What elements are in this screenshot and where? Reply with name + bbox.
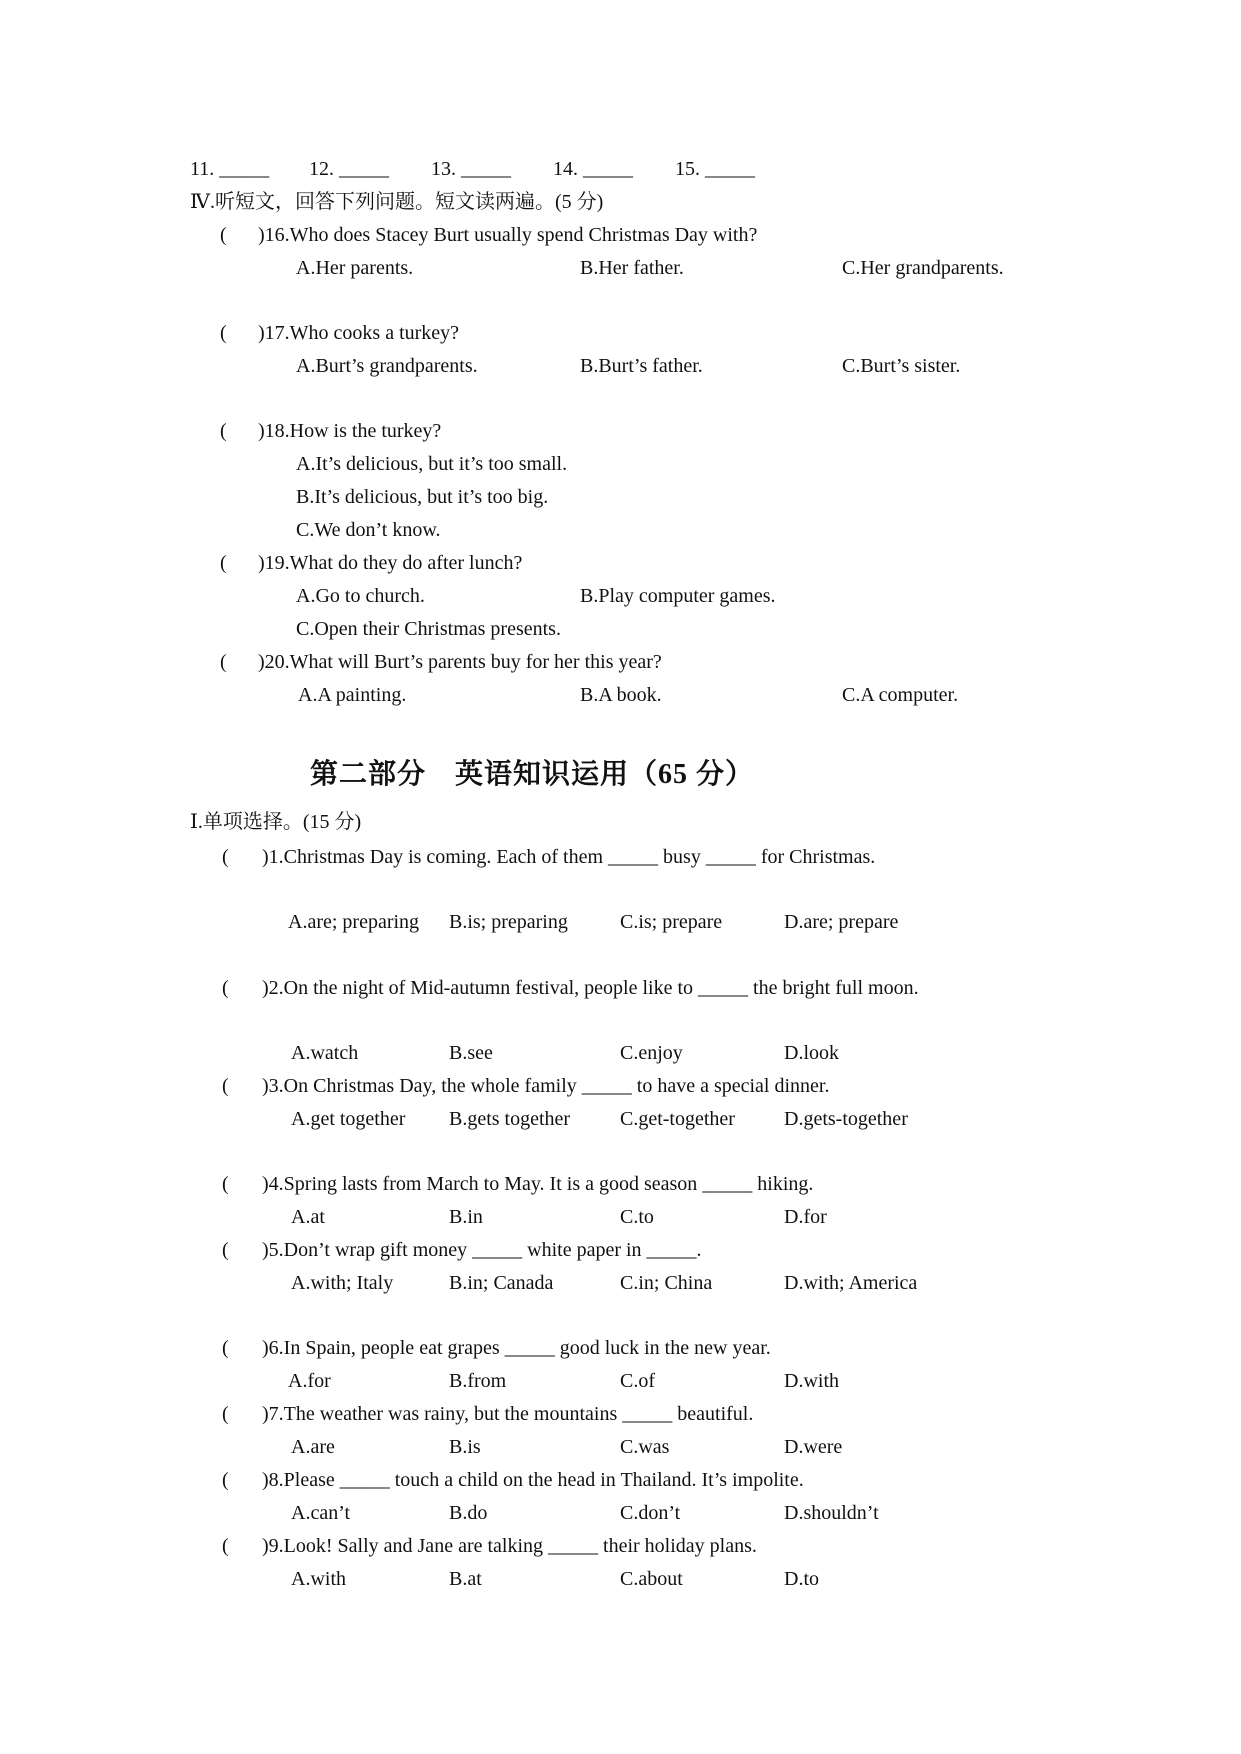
answer-paren-5: ( <box>222 1239 229 1261</box>
q17-option-a: A.Burt’s grandparents. <box>296 355 478 377</box>
question-17-stem: )17.Who cooks a turkey? <box>258 322 460 344</box>
q19-option-c: C.Open their Christmas presents. <box>296 618 561 640</box>
answer-paren-9: ( <box>222 1535 229 1557</box>
answer-paren-4: ( <box>222 1173 229 1195</box>
q8-option-a: A.can’t <box>291 1502 351 1524</box>
q6-option-d: D.with <box>784 1370 839 1392</box>
answer-paren-7: ( <box>222 1403 229 1425</box>
q5-option-b: B.in; Canada <box>449 1272 554 1294</box>
q9-option-a: A.with <box>291 1568 346 1590</box>
q8-option-d: D.shouldn’t <box>784 1502 879 1524</box>
q8-option-c: C.don’t <box>620 1502 681 1524</box>
q9-option-b: B.at <box>449 1568 482 1590</box>
question-5-stem: )5.Don’t wrap gift money _____ white paper in _____. <box>262 1239 702 1261</box>
answer-paren-8: ( <box>222 1469 229 1491</box>
q4-option-a: A.at <box>291 1206 325 1228</box>
question-7-stem: )7.The weather was rainy, but the mountains _____ beautiful. <box>262 1403 754 1425</box>
q16-option-c: C.Her grandparents. <box>842 257 1004 279</box>
q16-option-b: B.Her father. <box>580 257 684 279</box>
q3-option-b: B.gets together <box>449 1108 571 1130</box>
q20-option-b: B.A book. <box>580 684 662 706</box>
question-9-stem: )9.Look! Sally and Jane are talking _____ their holiday plans. <box>262 1535 757 1557</box>
q17-option-c: C.Burt’s sister. <box>842 355 961 377</box>
q20-option-c: C.A computer. <box>842 684 959 706</box>
q16-option-a: A.Her parents. <box>296 257 414 279</box>
q6-option-b: B.from <box>449 1370 507 1392</box>
q6-option-a: A.for <box>288 1370 331 1392</box>
q19-option-b: B.Play computer games. <box>580 585 776 607</box>
q9-option-c: C.about <box>620 1568 683 1590</box>
q18-option-a: A.It’s delicious, but it’s too small. <box>296 453 568 475</box>
q1-option-c: C.is; prepare <box>620 911 723 933</box>
q5-option-c: C.in; China <box>620 1272 713 1294</box>
answer-paren-18: ( <box>220 420 227 442</box>
question-8-stem: )8.Please _____ touch a child on the head in Thailand. It’s impolite. <box>262 1469 804 1491</box>
answer-paren-17: ( <box>220 322 227 344</box>
q6-option-c: C.of <box>620 1370 655 1392</box>
q5-option-a: A.with; Italy <box>291 1272 394 1294</box>
q3-option-d: D.gets-together <box>784 1108 908 1130</box>
answer-blank-11: 11. _____ <box>190 158 270 180</box>
answer-paren-1: ( <box>222 846 229 868</box>
question-1-stem: )1.Christmas Day is coming. Each of them _____ busy _____ for Christmas. <box>262 846 876 868</box>
answer-paren-3: ( <box>222 1075 229 1097</box>
q2-option-d: D.look <box>784 1042 839 1064</box>
q4-option-b: B.in <box>449 1206 483 1228</box>
q7-option-b: B.is <box>449 1436 481 1458</box>
q7-option-a: A.are <box>291 1436 335 1458</box>
question-16-stem: )16.Who does Stacey Burt usually spend Christmas Day with? <box>258 224 758 246</box>
question-18-stem: )18.How is the turkey? <box>258 420 442 442</box>
q1-option-a: A.are; preparing <box>288 911 420 933</box>
q17-option-b: B.Burt’s father. <box>580 355 703 377</box>
q7-option-d: D.were <box>784 1436 843 1458</box>
q1-option-d: D.are; prepare <box>784 911 899 933</box>
q2-option-b: B.see <box>449 1042 493 1064</box>
q4-option-c: C.to <box>620 1206 654 1228</box>
question-6-stem: )6.In Spain, people eat grapes _____ good luck in the new year. <box>262 1337 771 1359</box>
q1-option-b: B.is; preparing <box>449 911 568 933</box>
question-3-stem: )3.On Christmas Day, the whole family _____ to have a special dinner. <box>262 1075 830 1097</box>
q2-option-c: C.enjoy <box>620 1042 683 1064</box>
answer-blank-15: 15. _____ <box>675 158 755 180</box>
q8-option-b: B.do <box>449 1502 488 1524</box>
q3-option-a: A.get together <box>291 1108 406 1130</box>
q4-option-d: D.for <box>784 1206 827 1228</box>
q18-option-c: C.We don’t know. <box>296 519 441 541</box>
answer-blank-13: 13. _____ <box>431 158 511 180</box>
answer-blank-12: 12. _____ <box>309 158 389 180</box>
answer-paren-16: ( <box>220 224 227 246</box>
q5-option-d: D.with; America <box>784 1272 918 1294</box>
q7-option-c: C.was <box>620 1436 670 1458</box>
answer-paren-19: ( <box>220 552 227 574</box>
section4-header: Ⅳ.听短文，回答下列问题。短文读两遍。(5 分) <box>190 191 604 213</box>
q19-option-a: A.Go to church. <box>296 585 425 607</box>
q3-option-c: C.get-together <box>620 1108 735 1130</box>
question-2-stem: )2.On the night of Mid-autumn festival, people like to _____ the bright full moon. <box>262 977 919 999</box>
question-20-stem: )20.What will Burt’s parents buy for her this year? <box>258 651 662 673</box>
part2-title: 第二部分 英语知识运用（65 分） <box>310 759 755 790</box>
q9-option-d: D.to <box>784 1568 819 1590</box>
question-4-stem: )4.Spring lasts from March to May. It is a good season _____ hiking. <box>262 1173 814 1195</box>
q20-option-a: A.A painting. <box>298 684 407 706</box>
q18-option-b: B.It’s delicious, but it’s too big. <box>296 486 549 508</box>
answer-blank-14: 14. _____ <box>553 158 633 180</box>
answer-paren-6: ( <box>222 1337 229 1359</box>
answer-paren-2: ( <box>222 977 229 999</box>
part2-section1-header: Ⅰ.单项选择。(15 分) <box>190 811 362 833</box>
answer-paren-20: ( <box>220 651 227 673</box>
question-19-stem: )19.What do they do after lunch? <box>258 552 523 574</box>
q2-option-a: A.watch <box>291 1042 359 1064</box>
